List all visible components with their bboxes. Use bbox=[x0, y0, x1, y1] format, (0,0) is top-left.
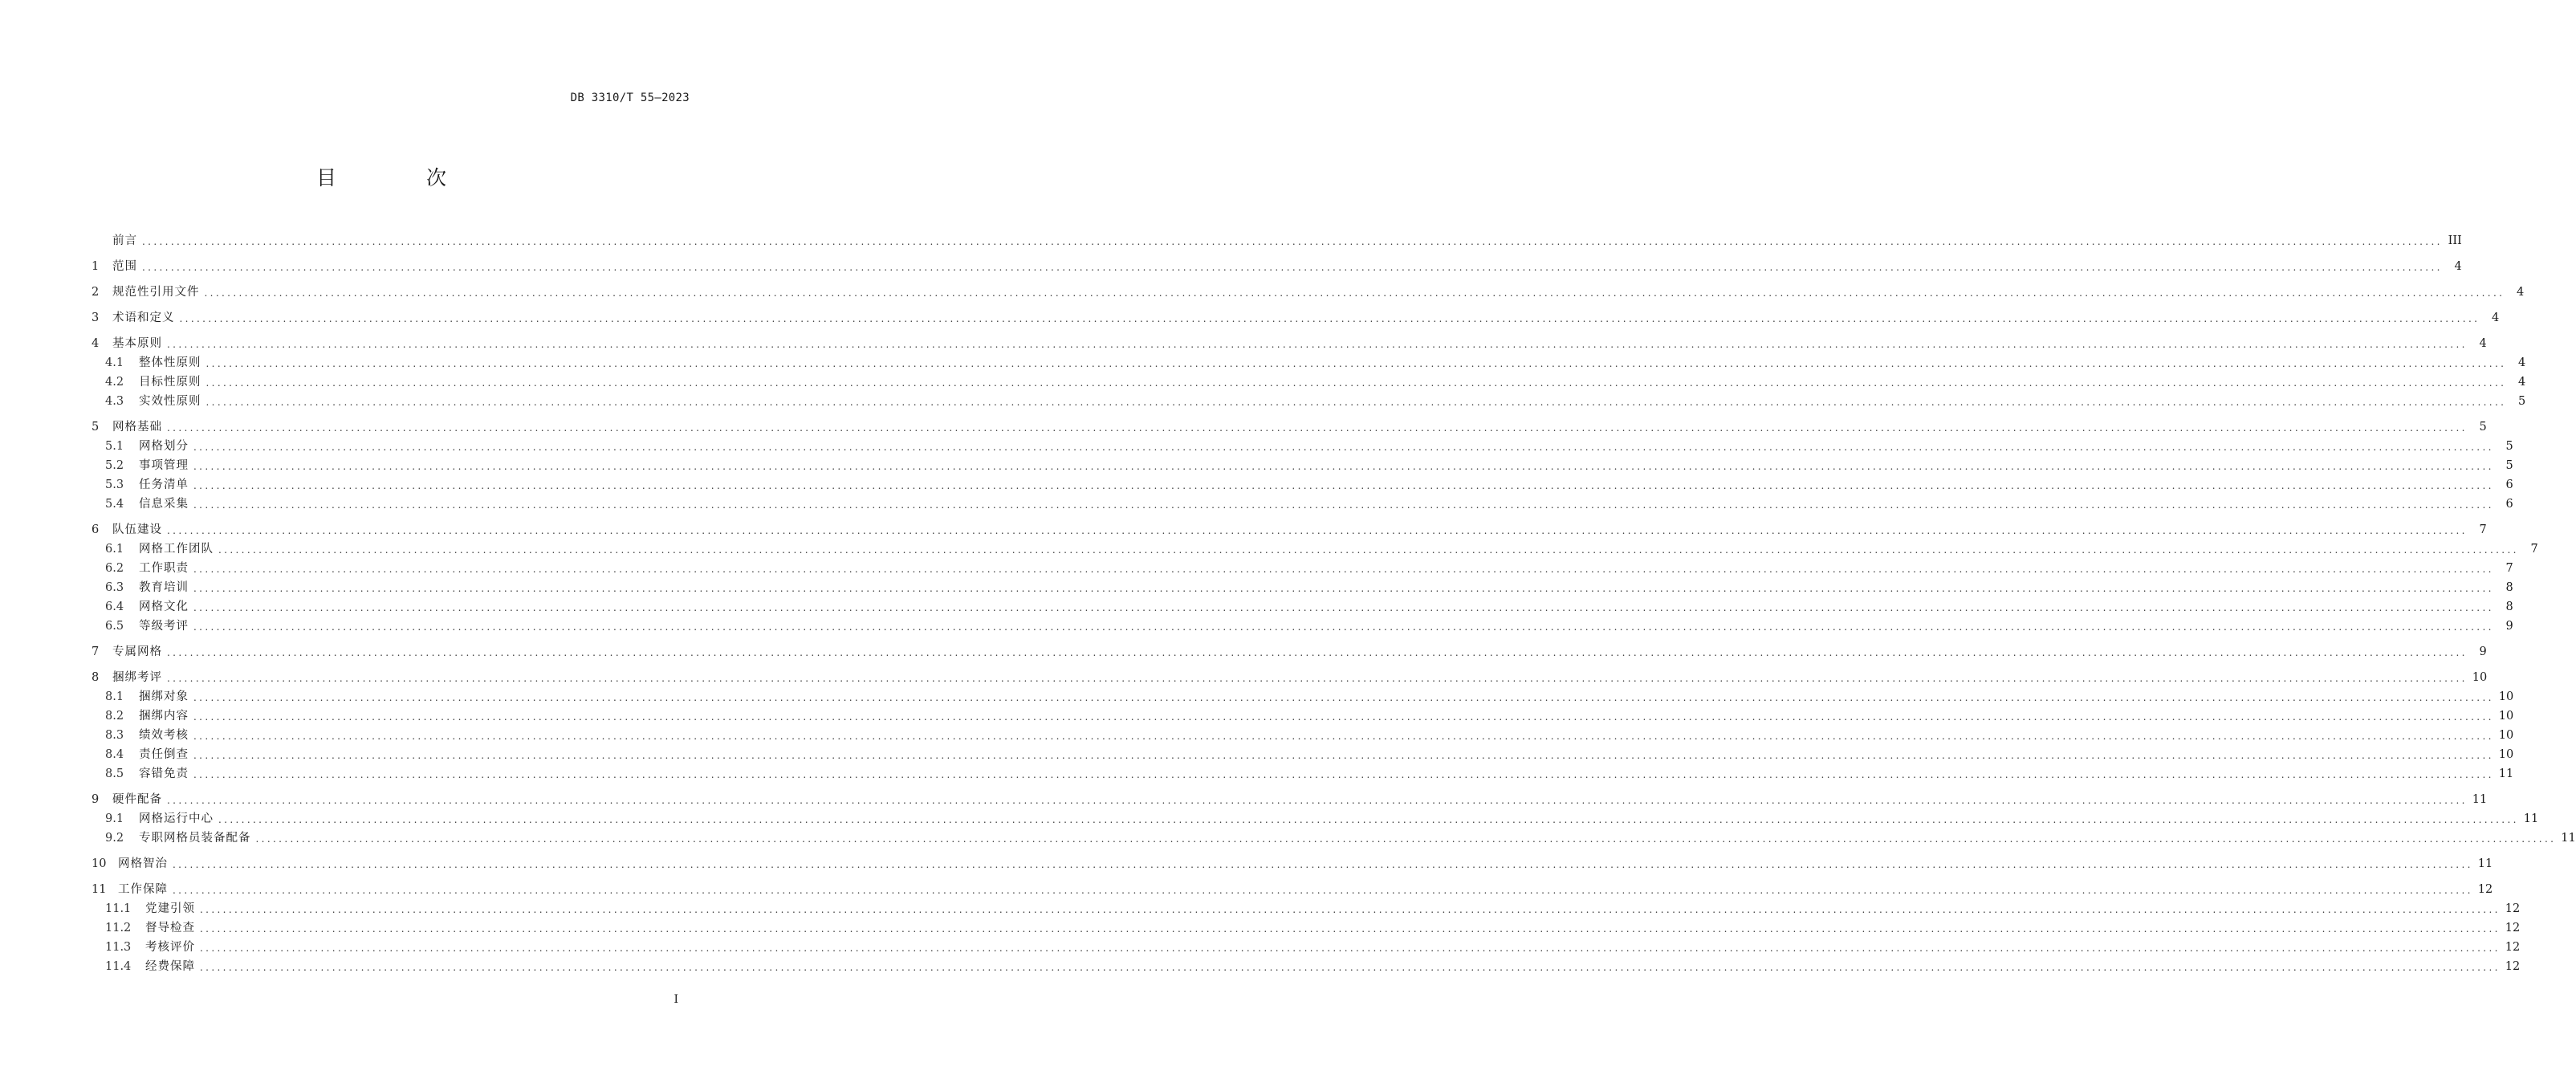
toc-entry[interactable] bbox=[92, 788, 2488, 808]
toc-leader-dots: ................................................................................................................................................................................................................................................................................................................................................................................................................ bbox=[200, 943, 2501, 954]
toc-entry-number: 8.3 bbox=[105, 729, 124, 742]
toc-entry-label: 网格基础 bbox=[112, 421, 162, 434]
toc-entry-label: 捆绑内容 bbox=[139, 710, 189, 723]
toc-entry-number: 4.2 bbox=[105, 376, 124, 389]
toc-entry[interactable] bbox=[92, 519, 2487, 538]
toc-entry-page: 11 bbox=[2498, 768, 2514, 780]
toc-entry[interactable] bbox=[92, 557, 2513, 576]
toc-entry-number: 7 bbox=[92, 645, 100, 658]
toc-entry[interactable] bbox=[92, 435, 2513, 454]
toc-entry-number: 6.1 bbox=[105, 543, 124, 556]
toc-leader-dots: ................................................................................................................................................................................................................................................................................................................................................................................................................ bbox=[255, 833, 2557, 845]
toc-entry-number: 6.3 bbox=[105, 581, 124, 594]
toc-entry-page: 7 bbox=[2530, 543, 2538, 556]
toc-leader-dots: ................................................................................................................................................................................................................................................................................................................................................................................................................ bbox=[167, 673, 2468, 684]
toc-entry-page: III bbox=[2448, 234, 2462, 247]
toc-leader-dots: ................................................................................................................................................................................................................................................................................................................................................................................................................ bbox=[193, 583, 2494, 594]
toc-entry-label: 专属网格 bbox=[112, 645, 162, 658]
toc-leader-dots: ................................................................................................................................................................................................................................................................................................................................................................................................................ bbox=[193, 442, 2494, 453]
toc-entry-number: 4 bbox=[92, 337, 100, 350]
toc-entry[interactable] bbox=[92, 853, 2493, 872]
table-of-contents bbox=[92, 230, 2576, 975]
toc-leader-dots: ................................................................................................................................................................................................................................................................................................................................................................................................................ bbox=[193, 769, 2494, 780]
toc-entry-label: 术语和定义 bbox=[112, 311, 175, 324]
toc-entry-number: 8 bbox=[92, 671, 100, 684]
toc-leader-dots: ................................................................................................................................................................................................................................................................................................................................................................................................................ bbox=[173, 885, 2473, 896]
toc-entry[interactable] bbox=[92, 576, 2513, 596]
toc-entry-page: 8 bbox=[2505, 581, 2513, 594]
toc-entry-number: 8.4 bbox=[105, 748, 124, 761]
toc-entry-label: 硬件配备 bbox=[112, 793, 162, 806]
toc-entry-number: 2 bbox=[92, 286, 100, 299]
toc-leader-dots: ................................................................................................................................................................................................................................................................................................................................................................................................................ bbox=[167, 795, 2468, 806]
toc-entry-page: 8 bbox=[2505, 601, 2513, 613]
toc-entry-page: 12 bbox=[2505, 941, 2521, 954]
toc-entry-page: 12 bbox=[2505, 902, 2521, 915]
page-number: I bbox=[674, 993, 678, 1006]
toc-entry[interactable] bbox=[92, 454, 2513, 474]
toc-entry-number: 8.1 bbox=[105, 690, 124, 703]
toc-entry-label: 网格划分 bbox=[139, 440, 189, 453]
toc-entry-number: 6.5 bbox=[105, 620, 124, 633]
toc-entry-label: 经费保障 bbox=[145, 960, 195, 973]
toc-entry-label: 任务清单 bbox=[139, 478, 189, 491]
toc-entry[interactable] bbox=[92, 332, 2487, 352]
toc-entry[interactable] bbox=[92, 955, 2521, 975]
toc-leader-dots: ................................................................................................................................................................................................................................................................................................................................................................................................................ bbox=[206, 377, 2507, 389]
toc-entry-label: 考核评价 bbox=[145, 941, 195, 954]
toc-leader-dots: ................................................................................................................................................................................................................................................................................................................................................................................................................ bbox=[193, 692, 2494, 703]
toc-entry[interactable] bbox=[92, 878, 2493, 898]
toc-entry-label: 网格文化 bbox=[139, 601, 189, 613]
toc-entry[interactable] bbox=[92, 743, 2514, 763]
toc-entry[interactable] bbox=[92, 724, 2514, 743]
toc-leader-dots: ................................................................................................................................................................................................................................................................................................................................................................................................................ bbox=[218, 814, 2519, 825]
toc-entry-number: 3 bbox=[92, 311, 100, 324]
toc-entry-label: 专职网格员装备配备 bbox=[139, 832, 251, 845]
toc-entry-page: 9 bbox=[2479, 645, 2487, 658]
toc-entry-page: 4 bbox=[2518, 376, 2526, 389]
toc-leader-dots: ................................................................................................................................................................................................................................................................................................................................................................................................................ bbox=[200, 904, 2501, 915]
toc-entry-label: 工作保障 bbox=[118, 883, 168, 896]
toc-entry[interactable] bbox=[92, 390, 2526, 409]
toc-entry-page: 4 bbox=[2454, 260, 2462, 273]
toc-entry-label: 工作职责 bbox=[139, 562, 189, 575]
toc-leader-dots: ................................................................................................................................................................................................................................................................................................................................................................................................................ bbox=[142, 236, 2443, 247]
toc-entry[interactable] bbox=[92, 763, 2514, 782]
toc-entry-label: 整体性原则 bbox=[139, 356, 201, 369]
toc-entry-page: 10 bbox=[2498, 729, 2514, 742]
toc-leader-dots: ................................................................................................................................................................................................................................................................................................................................................................................................................ bbox=[218, 544, 2519, 556]
toc-entry-number: 11.2 bbox=[105, 922, 132, 934]
toc-entry-page: 10 bbox=[2472, 671, 2488, 684]
toc-entry[interactable] bbox=[92, 371, 2526, 390]
toc-entry-number: 6.4 bbox=[105, 601, 124, 613]
toc-entry-page: 11 bbox=[2472, 793, 2488, 806]
toc-entry-page: 7 bbox=[2479, 523, 2487, 536]
toc-leader-dots: ................................................................................................................................................................................................................................................................................................................................................................................................................ bbox=[179, 313, 2480, 324]
toc-entry[interactable] bbox=[92, 917, 2521, 936]
toc-entry-page: 10 bbox=[2498, 748, 2514, 761]
toc-entry-label: 规范性引用文件 bbox=[112, 286, 200, 299]
toc-leader-dots: ................................................................................................................................................................................................................................................................................................................................................................................................................ bbox=[167, 525, 2468, 536]
toc-leader-dots: ................................................................................................................................................................................................................................................................................................................................................................................................................ bbox=[200, 962, 2501, 973]
toc-entry-label: 督导检查 bbox=[145, 922, 195, 934]
toc-title: 目 次 bbox=[316, 166, 488, 189]
toc-entry[interactable] bbox=[92, 307, 2500, 326]
toc-entry[interactable] bbox=[92, 666, 2488, 686]
toc-entry-number: 8.5 bbox=[105, 768, 124, 780]
toc-leader-dots: ................................................................................................................................................................................................................................................................................................................................................................................................................ bbox=[193, 564, 2494, 575]
toc-entry-label: 目标性原则 bbox=[139, 376, 201, 389]
toc-entry-label: 教育培训 bbox=[139, 581, 189, 594]
toc-entry-page: 12 bbox=[2505, 922, 2521, 934]
toc-leader-dots: ................................................................................................................................................................................................................................................................................................................................................................................................................ bbox=[193, 731, 2494, 742]
toc-leader-dots: ................................................................................................................................................................................................................................................................................................................................................................................................................ bbox=[193, 621, 2494, 633]
toc-entry-label: 绩效考核 bbox=[139, 729, 189, 742]
toc-entry-number: 9.1 bbox=[105, 812, 124, 825]
toc-entry[interactable] bbox=[92, 474, 2513, 493]
toc-entry-label: 信息采集 bbox=[139, 498, 189, 511]
toc-entry[interactable] bbox=[92, 230, 2462, 249]
toc-entry-label: 网格运行中心 bbox=[139, 812, 214, 825]
toc-entry-page: 7 bbox=[2505, 562, 2513, 575]
toc-entry[interactable] bbox=[92, 686, 2514, 705]
toc-leader-dots: ................................................................................................................................................................................................................................................................................................................................................................................................................ bbox=[193, 711, 2494, 723]
toc-leader-dots: ................................................................................................................................................................................................................................................................................................................................................................................................................ bbox=[204, 287, 2505, 299]
toc-entry[interactable] bbox=[92, 596, 2513, 615]
toc-entry-page: 5 bbox=[2479, 421, 2487, 434]
toc-entry[interactable] bbox=[92, 538, 2538, 557]
toc-entry-page: 11 bbox=[2477, 857, 2493, 870]
toc-entry[interactable] bbox=[92, 827, 2576, 846]
toc-entry-label: 实效性原则 bbox=[139, 395, 201, 408]
toc-leader-dots: ................................................................................................................................................................................................................................................................................................................................................................................................................ bbox=[200, 923, 2501, 934]
toc-entry[interactable] bbox=[92, 936, 2521, 955]
toc-entry-page: 4 bbox=[2479, 337, 2487, 350]
toc-entry-number: 5.3 bbox=[105, 478, 124, 491]
toc-entry-number: 5 bbox=[92, 421, 100, 434]
toc-leader-dots: ................................................................................................................................................................................................................................................................................................................................................................................................................ bbox=[206, 397, 2507, 408]
toc-entry[interactable] bbox=[92, 281, 2525, 300]
toc-entry-page: 10 bbox=[2498, 690, 2514, 703]
toc-entry-label: 范围 bbox=[112, 260, 137, 273]
toc-entry-number: 1 bbox=[92, 260, 100, 273]
toc-entry-page: 10 bbox=[2498, 710, 2514, 723]
toc-entry-label: 队伍建设 bbox=[112, 523, 162, 536]
toc-entry-page: 9 bbox=[2505, 620, 2513, 633]
toc-entry-label: 捆绑对象 bbox=[139, 690, 189, 703]
toc-entry[interactable] bbox=[92, 352, 2526, 371]
toc-entry-number: 10 bbox=[92, 857, 107, 870]
toc-entry[interactable] bbox=[92, 255, 2462, 275]
toc-entry-label: 容错免责 bbox=[139, 768, 189, 780]
toc-leader-dots: ................................................................................................................................................................................................................................................................................................................................................................................................................ bbox=[167, 647, 2468, 658]
toc-leader-dots: ................................................................................................................................................................................................................................................................................................................................................................................................................ bbox=[206, 358, 2507, 369]
toc-entry-page: 6 bbox=[2505, 478, 2513, 491]
toc-leader-dots: ................................................................................................................................................................................................................................................................................................................................................................................................................ bbox=[167, 422, 2468, 434]
toc-entry[interactable] bbox=[92, 705, 2514, 724]
toc-entry-page: 11 bbox=[2561, 832, 2576, 845]
toc-entry-number: 4.1 bbox=[105, 356, 124, 369]
toc-entry-label: 捆绑考评 bbox=[112, 671, 162, 684]
toc-entry-label: 等级考评 bbox=[139, 620, 189, 633]
toc-entry-number: 8.2 bbox=[105, 710, 124, 723]
toc-entry-number: 11.3 bbox=[105, 941, 132, 954]
toc-entry-number: 5.4 bbox=[105, 498, 124, 511]
toc-leader-dots: ................................................................................................................................................................................................................................................................................................................................................................................................................ bbox=[173, 859, 2473, 870]
toc-entry[interactable] bbox=[92, 493, 2513, 512]
toc-entry[interactable] bbox=[92, 615, 2513, 634]
toc-leader-dots: ................................................................................................................................................................................................................................................................................................................................................................................................................ bbox=[193, 602, 2494, 613]
toc-entry-page: 6 bbox=[2505, 498, 2513, 511]
toc-entry-page: 4 bbox=[2517, 286, 2525, 299]
toc-entry-page: 11 bbox=[2523, 812, 2539, 825]
toc-entry-page: 4 bbox=[2492, 311, 2500, 324]
toc-leader-dots: ................................................................................................................................................................................................................................................................................................................................................................................................................ bbox=[167, 339, 2468, 350]
toc-entry-page: 4 bbox=[2518, 356, 2526, 369]
toc-entry-label: 事项管理 bbox=[139, 459, 189, 472]
toc-entry-page: 5 bbox=[2505, 440, 2513, 453]
toc-leader-dots: ................................................................................................................................................................................................................................................................................................................................................................................................................ bbox=[193, 750, 2494, 761]
toc-entry-label: 基本原则 bbox=[112, 337, 162, 350]
toc-entry-number: 6 bbox=[92, 523, 100, 536]
toc-entry-number: 11.4 bbox=[105, 960, 132, 973]
toc-entry-number: 6.2 bbox=[105, 562, 124, 575]
toc-entry[interactable] bbox=[92, 641, 2487, 660]
document-id: DB 3310/T 55—2023 bbox=[570, 92, 690, 104]
toc-leader-dots: ................................................................................................................................................................................................................................................................................................................................................................................................................ bbox=[193, 480, 2494, 491]
toc-entry-number: 5.2 bbox=[105, 459, 124, 472]
toc-entry-number: 9.2 bbox=[105, 832, 124, 845]
toc-entry-number: 9 bbox=[92, 793, 100, 806]
toc-entry-page: 5 bbox=[2505, 459, 2513, 472]
toc-leader-dots: ................................................................................................................................................................................................................................................................................................................................................................................................................ bbox=[193, 499, 2494, 511]
toc-entry-number: 4.3 bbox=[105, 395, 124, 408]
toc-entry[interactable] bbox=[92, 808, 2539, 827]
toc-entry-number: 11.1 bbox=[105, 902, 132, 915]
toc-leader-dots: ................................................................................................................................................................................................................................................................................................................................................................................................................ bbox=[142, 262, 2443, 273]
toc-entry-label: 网格工作团队 bbox=[139, 543, 214, 556]
toc-entry-number: 11 bbox=[92, 883, 107, 896]
toc-entry-label: 责任倒查 bbox=[139, 748, 189, 761]
toc-entry-label: 前言 bbox=[112, 234, 137, 247]
toc-entry-page: 12 bbox=[2477, 883, 2493, 896]
toc-entry-page: 5 bbox=[2518, 395, 2526, 408]
toc-entry-label: 网格智治 bbox=[118, 857, 168, 870]
toc-entry[interactable] bbox=[92, 898, 2521, 917]
toc-entry-number: 5.1 bbox=[105, 440, 124, 453]
toc-entry-label: 党建引领 bbox=[145, 902, 195, 915]
toc-entry[interactable] bbox=[92, 416, 2487, 435]
toc-leader-dots: ................................................................................................................................................................................................................................................................................................................................................................................................................ bbox=[193, 461, 2494, 472]
toc-entry-page: 12 bbox=[2505, 960, 2521, 973]
